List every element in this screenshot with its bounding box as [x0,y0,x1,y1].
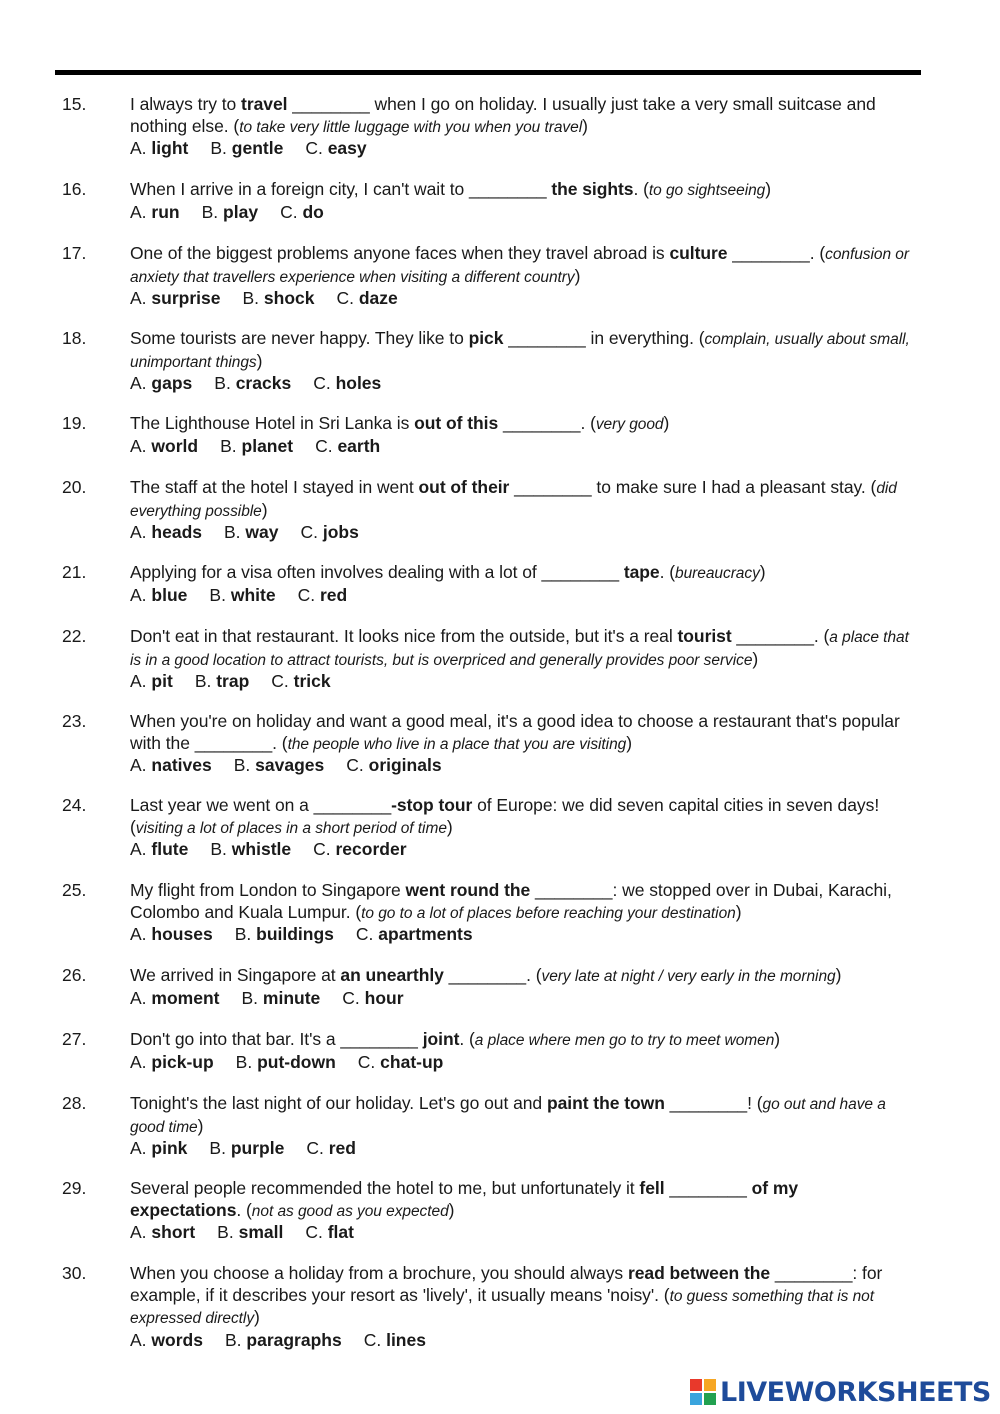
option-text: recorder [335,839,407,859]
answer-option-c[interactable] [336,288,397,310]
stem-text: ________ in everything. ( [503,328,705,348]
question-number: 25. [62,880,87,900]
option-letter: A. [130,288,147,308]
question-number: 18. [62,328,87,348]
question-number: 17. [62,243,87,263]
answer-options [130,288,912,310]
option-letter: A. [130,1138,147,1158]
option-letter: C. [313,373,331,393]
question-number: 24. [62,795,87,815]
logo-square-1 [690,1379,702,1391]
key-phrase: went round the [405,880,531,900]
option-text: purple [230,1138,285,1158]
option-text: pick-up [151,1051,214,1072]
option-letter: B. [217,1222,234,1242]
key-phrase: pick [468,328,504,348]
option-letter: A. [130,201,147,222]
option-letter: C. [300,522,318,542]
key-phrase: read between the [627,1263,771,1283]
answer-options [130,671,912,693]
definition-hint: very good [595,416,664,433]
stem-text: ) [256,350,263,371]
key-phrase: of my expectations [130,1178,799,1220]
option-text: trap [216,671,250,691]
stem-text: ) [448,1199,455,1220]
stem-text: ________ when I go on holiday. I usually just take a very small suitcase and nothing else. ( [130,94,876,136]
answer-option-b[interactable] [217,1222,283,1244]
option-text: pink [151,1138,188,1158]
question-stem [130,1263,912,1330]
stem-text: ) [197,1115,204,1136]
answer-option-c[interactable] [356,924,473,946]
stem-text: ) [261,499,268,520]
stem-text: ________. ( [443,965,542,985]
option-text: surprise [151,288,221,308]
option-text: hour [364,987,404,1008]
option-letter: C. [280,201,298,222]
stem-text: ) [626,732,632,753]
answer-option-c[interactable] [364,1330,426,1352]
answer-options [130,755,912,777]
option-text: play [223,201,259,222]
answer-option-a[interactable] [130,585,187,607]
stem-text: Don't eat in that restaurant. It looks nice from the outside, but it's a real [130,626,678,646]
answer-options [130,1052,912,1074]
option-letter: A. [130,373,147,393]
question-stem [130,94,912,138]
option-text: flat [327,1222,354,1242]
question-stem [130,880,912,924]
key-phrase: out of this [414,413,499,433]
key-phrase: fell [639,1178,665,1198]
key-phrase: tape [623,562,660,582]
option-text: heads [151,522,202,542]
stem-text: ) [446,816,453,837]
stem-text: ) [574,265,581,286]
answer-option-c[interactable] [298,585,348,607]
stem-text: . ( [236,1199,252,1220]
answer-option-a[interactable] [130,288,220,310]
definition-hint: a place where men go to try to meet women [474,1032,775,1049]
option-text: red [319,584,348,605]
stem-text: ________: for example, if it describes your resort as 'lively', it usually means 'noisy'. ( [130,1263,883,1305]
question-number: 20. [62,477,87,497]
option-text: pit [151,671,173,691]
answer-option-b[interactable] [241,988,320,1010]
option-text: light [151,138,189,158]
option-text: lines [386,1329,426,1350]
definition-hint: go out and have a good time [130,1096,886,1136]
option-letter: B. [214,373,231,393]
option-letter: B. [220,435,237,456]
definition-hint: visiting a lot of places in a short period of time [135,819,447,837]
key-phrase: paint the town [546,1093,665,1113]
question-stem [130,328,912,373]
option-text: blue [151,584,188,605]
answer-option-a[interactable] [130,755,212,777]
answer-option-b[interactable] [209,585,275,607]
option-letter: B. [241,987,259,1008]
question-stem [130,562,912,585]
option-letter: A. [130,839,147,859]
answer-option-a[interactable] [130,1138,187,1160]
stem-text: ) [752,648,759,669]
option-letter: C. [313,839,331,859]
answer-option-b[interactable] [225,1330,342,1352]
answer-options [130,1222,912,1244]
answer-option-c[interactable] [313,839,406,861]
option-letter: C. [306,1138,324,1158]
definition-hint: to guess something that is not expressed directly [130,1287,875,1327]
answer-option-b[interactable] [224,522,279,544]
answer-option-c[interactable] [305,138,366,160]
option-text: short [151,1222,196,1242]
key-phrase: the sights [551,179,634,199]
option-text: houses [151,924,213,944]
answer-option-c[interactable] [301,522,359,544]
option-letter: B. [210,138,227,158]
answer-options [130,202,912,224]
option-letter: A. [130,1051,147,1072]
question-number: 29. [62,1178,87,1198]
answer-option-a[interactable] [130,671,173,693]
liveworksheets-logo[interactable] [690,1374,991,1410]
key-phrase: out of their [418,477,510,497]
option-text: minute [262,987,321,1008]
stem-text: Some tourists are never happy. They like to [130,328,469,348]
option-letter: B. [235,1051,253,1072]
answer-options [130,585,912,607]
option-letter: C. [336,288,354,308]
option-text: run [151,201,180,222]
answer-options [130,522,912,544]
answer-option-a[interactable] [130,924,213,946]
answer-option-c[interactable] [280,202,324,224]
option-letter: B. [194,671,212,691]
stem-text: ________. ( [498,413,596,433]
answer-options [130,924,912,946]
option-text: buildings [256,924,334,944]
answer-option-c[interactable] [305,1222,354,1244]
stem-text: ) [663,413,670,433]
question-stem [130,1029,912,1052]
option-letter: A. [130,138,147,158]
definition-hint: a place that is in a good location to attract tourists, but is overpriced and generally provides poor service [130,629,909,669]
answer-option-b[interactable] [234,755,325,777]
answer-option-c[interactable] [358,1052,444,1074]
answer-option-c[interactable] [271,671,330,693]
definition-hint: very late at night / very early in the morning [541,968,836,985]
option-letter: C. [297,584,316,605]
option-letter: C. [346,755,364,775]
answer-option-c[interactable] [306,1138,356,1160]
option-letter: A. [130,584,147,605]
question-number: 28. [62,1093,87,1113]
option-letter: C. [271,671,289,691]
option-text: natives [151,755,212,775]
stem-text: Last year we went on a ________ [130,795,392,815]
answer-option-a[interactable] [130,436,198,458]
answer-option-a[interactable] [130,138,188,160]
option-letter: B. [209,1138,226,1158]
answer-option-b[interactable] [214,373,291,395]
answer-option-b[interactable] [210,138,283,160]
stem-text: ) [254,1307,260,1327]
answer-option-a[interactable] [130,373,192,395]
option-letter: B. [201,201,219,222]
key-phrase: travel [241,94,288,114]
stem-text: ________ [664,1178,752,1198]
question-number: 23. [62,711,87,731]
stem-text: ) [835,965,842,985]
option-letter: C. [342,987,360,1008]
stem-text: ________: we stopped over in Dubai, Karachi, Colombo and Kuala Lumpur. ( [130,880,892,922]
answer-options [130,138,912,160]
answer-option-a[interactable] [130,1222,195,1244]
answer-option-c[interactable] [346,755,441,777]
option-text: gentle [231,138,284,158]
question-number: 19. [62,413,87,433]
option-letter: B. [210,839,227,859]
answer-option-a[interactable] [130,988,219,1010]
answer-option-b[interactable] [235,924,334,946]
stem-text: The Lighthouse Hotel in Sri Lanka is [130,413,415,433]
stem-text: The staff at the hotel I stayed in went [130,477,419,497]
stem-text: When I arrive in a foreign city, I can't wait to ________ [130,179,552,199]
stem-text: ________. ( [731,626,830,646]
answer-option-c[interactable] [342,988,403,1010]
key-phrase: joint [422,1029,460,1049]
key-phrase: culture [669,243,728,263]
question-number: 26. [62,965,87,985]
stem-text: . ( [659,562,676,582]
stem-text: ) [735,901,742,922]
definition-hint: to take very little luggage with you when you travel [239,118,583,136]
option-text: paragraphs [246,1329,342,1350]
option-text: small [238,1222,284,1242]
definition-hint: the people who live in a place that you are visiting [287,735,627,753]
question-stem [130,179,912,202]
question-number: 21. [62,562,87,582]
logo-square-3 [690,1393,702,1405]
option-letter: A. [130,1329,147,1350]
definition-hint: confusion or anxiety that travellers experience when visiting a different country [130,246,909,286]
option-text: gaps [151,373,193,393]
logo-text: LIVEWORKSHEETS [720,1376,991,1408]
definition-hint: complain, usually about small, unimportant things [130,331,910,371]
option-letter: B. [209,584,226,605]
stem-text: ) [759,562,766,582]
option-letter: A. [130,671,147,691]
question-number: 22. [62,626,87,646]
stem-text: One of the biggest problems anyone faces when they travel abroad is [130,243,670,263]
option-text: earth [337,435,381,456]
option-letter: C. [315,435,333,456]
question-stem [130,243,912,288]
option-letter: A. [130,755,147,775]
stem-text: Tonight's the last night of our holiday. Let's go out and [130,1093,547,1113]
question-number: 30. [62,1263,87,1283]
answer-options [130,988,912,1010]
option-text: do [302,201,324,222]
option-letter: B. [233,755,251,775]
option-letter: A. [130,435,147,456]
key-phrase: tourist [677,626,732,646]
answer-option-a[interactable] [130,202,180,224]
stem-text: We arrived in Singapore at [130,965,341,985]
option-letter: A. [130,522,147,542]
stem-text: When you're on holiday and want a good meal, it's a good idea to choose a restaurant that's popular with the ________. ( [130,711,900,753]
answer-option-c[interactable] [313,373,381,395]
answer-option-a[interactable] [130,1330,203,1352]
answer-option-a[interactable] [130,522,202,544]
question-stem [130,413,912,436]
answer-option-b[interactable] [220,436,293,458]
stem-text: of Europe: we did seven capital cities in seven days! ( [130,795,880,837]
answer-option-b[interactable] [242,288,314,310]
question-stem [130,477,912,522]
option-text: planet [241,435,294,456]
option-text: holes [335,373,382,393]
answer-option-c[interactable] [315,436,380,458]
option-text: flute [151,839,189,859]
option-text: cracks [235,373,292,393]
option-text: way [245,522,279,542]
stem-text: When you choose a holiday from a brochure, you should always [130,1263,628,1283]
question-stem [130,1178,912,1222]
stem-text: ________ to make sure I had a pleasant stay. ( [509,477,877,497]
stem-text: ________! ( [664,1093,763,1113]
question-number: 16. [62,179,87,199]
definition-hint: to go to a lot of places before reaching your destination [361,904,736,922]
answer-options [130,1330,912,1352]
stem-text: Several people recommended the hotel to me, but unfortunately it [130,1178,640,1198]
option-text: shock [263,288,315,308]
question-stem [130,795,912,839]
option-text: originals [368,755,442,775]
stem-text: ) [582,115,588,136]
option-text: apartments [378,924,473,944]
option-text: trick [293,671,331,691]
question-stem [130,626,912,671]
option-letter: A. [130,1222,147,1242]
stem-text: ________. ( [727,243,826,263]
option-letter: C. [357,1051,376,1072]
option-letter: B. [224,1329,242,1350]
option-text: moment [151,987,220,1008]
option-letter: C. [355,924,374,944]
answer-option-a[interactable] [130,839,188,861]
option-text: savages [255,755,325,775]
question-stem [130,1093,912,1138]
answer-option-b[interactable] [236,1052,336,1074]
stem-text: . ( [633,179,649,199]
option-letter: B. [234,924,252,944]
header-rule [55,70,921,75]
logo-square-2 [704,1379,716,1391]
option-letter: B. [242,288,260,308]
option-letter: A. [130,924,147,944]
definition-hint: did everything possible [130,480,897,520]
answer-options [130,1138,912,1160]
key-phrase: an unearthly [340,965,444,985]
option-text: chat-up [380,1051,444,1072]
stem-text: . ( [459,1029,475,1049]
option-text: white [230,584,276,605]
logo-square-4 [704,1393,716,1405]
answer-options [130,839,912,861]
definition-hint: bureaucracy [675,565,760,582]
stem-text: ) [765,179,772,199]
option-text: whistle [231,839,292,859]
option-text: jobs [322,522,359,542]
stem-text: ) [774,1029,781,1049]
answer-option-b[interactable] [202,202,258,224]
question-number: 15. [62,94,87,114]
option-letter: B. [224,522,241,542]
definition-hint: not as good as you expected [251,1202,449,1220]
option-text: put-down [257,1051,336,1072]
question-stem [130,965,912,988]
question-stem [130,711,912,755]
liveworksheets-logo-icon [690,1379,716,1405]
answer-option-b[interactable] [210,839,291,861]
option-text: easy [327,138,367,158]
option-text: words [151,1329,203,1350]
option-text: world [151,435,199,456]
answer-option-b[interactable] [195,671,249,693]
option-letter: C. [305,1222,323,1242]
option-text: daze [358,288,398,308]
answer-options [130,436,912,458]
answer-option-b[interactable] [209,1138,284,1160]
stem-text: My flight from London to Singapore [130,880,406,900]
question-number: 27. [62,1029,87,1049]
option-letter: C. [305,138,323,158]
option-text: red [328,1138,356,1158]
answer-options [130,373,912,395]
definition-hint: to go sightseeing [648,182,766,199]
key-phrase: -stop tour [391,795,473,815]
answer-option-a[interactable] [130,1052,214,1074]
stem-text: Don't go into that bar. It's a ________ [130,1029,423,1049]
stem-text: Applying for a visa often involves dealing with a lot of ________ [130,562,624,582]
option-letter: C. [363,1329,382,1350]
stem-text: I always try to [130,94,242,114]
option-letter: A. [130,987,147,1008]
